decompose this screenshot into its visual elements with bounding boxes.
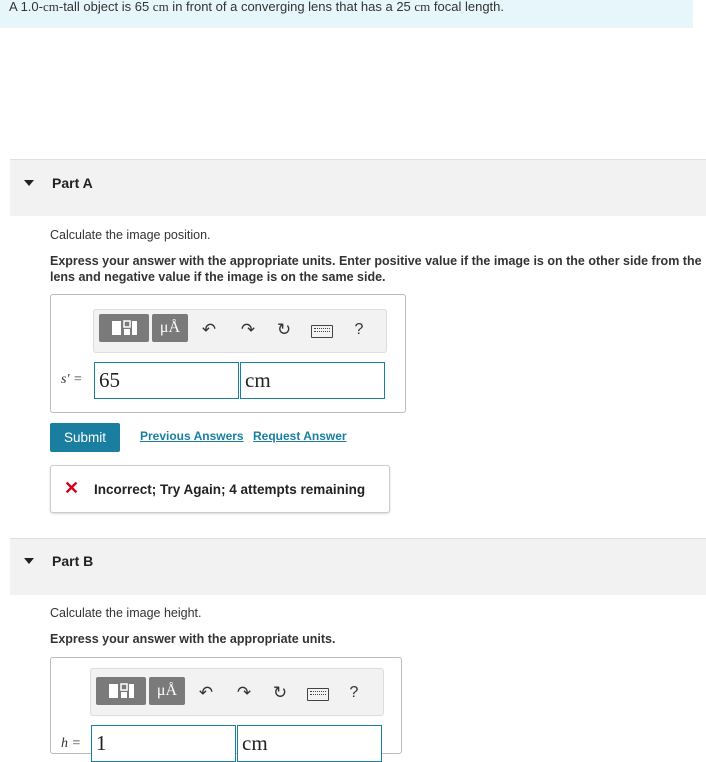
part-b-instructions: Express your answer with the appropriate units. xyxy=(50,632,336,646)
part-a-header[interactable] xyxy=(10,159,706,216)
problem-text-1: A 1.0- xyxy=(9,0,43,14)
unit-cm: cm xyxy=(42,0,59,14)
submit-button[interactable]: Submit xyxy=(50,423,120,452)
problem-text-3: in front of a converging lens that has a 25 xyxy=(168,0,415,14)
variable-label-s-prime: s′ = xyxy=(61,372,83,387)
undo-icon[interactable]: ↶ xyxy=(198,683,214,702)
unit-cm: cm xyxy=(414,0,431,14)
problem-text-4: focal length. xyxy=(430,0,505,14)
templates-icon xyxy=(106,682,136,700)
units-button[interactable]: μÅ xyxy=(152,314,188,342)
part-b-header[interactable] xyxy=(10,538,706,595)
unit-input[interactable]: cm xyxy=(240,362,385,399)
value-input[interactable]: 65 xyxy=(94,362,239,399)
unit-cm: cm xyxy=(152,0,169,14)
units-button[interactable]: μÅ xyxy=(149,677,185,705)
variable-label-h: h = xyxy=(61,736,81,751)
caret-down-icon[interactable] xyxy=(24,180,34,186)
part-a-title: Part A xyxy=(52,175,93,191)
problem-statement xyxy=(9,0,504,14)
reset-icon[interactable]: ↻ xyxy=(276,320,292,339)
value-input[interactable]: 1 xyxy=(91,725,236,762)
part-b-title: Part B xyxy=(52,553,94,569)
keyboard-icon[interactable] xyxy=(311,325,333,338)
undo-icon[interactable]: ↶ xyxy=(201,320,217,339)
part-a-instructions: Express your answer with the appropriate units. Enter positive value if the image is on the other side from the lens and negative value if the image is on the same side. xyxy=(50,254,702,284)
unit-input[interactable]: cm xyxy=(237,725,382,762)
previous-answers-link[interactable]: Previous Answers xyxy=(140,429,244,443)
incorrect-x-icon: ✕ xyxy=(64,478,80,498)
part-a-question: Calculate the image position. xyxy=(50,228,211,242)
problem-text-2: -tall object is 65 xyxy=(58,0,153,14)
part-b-question: Calculate the image height. xyxy=(50,606,202,620)
caret-down-icon[interactable] xyxy=(24,558,34,564)
templates-icon xyxy=(109,319,139,337)
redo-icon[interactable]: ↷ xyxy=(236,683,252,702)
templates-button[interactable] xyxy=(96,677,146,705)
request-answer-link[interactable]: Request Answer xyxy=(253,429,347,443)
help-button[interactable]: ? xyxy=(354,321,364,338)
feedback-message: Incorrect; Try Again; 4 attempts remaining xyxy=(94,482,366,497)
help-button[interactable]: ? xyxy=(349,684,359,701)
templates-button[interactable] xyxy=(99,314,149,342)
redo-icon[interactable]: ↷ xyxy=(240,320,256,339)
keyboard-icon[interactable] xyxy=(307,688,329,701)
reset-icon[interactable]: ↻ xyxy=(272,683,288,702)
